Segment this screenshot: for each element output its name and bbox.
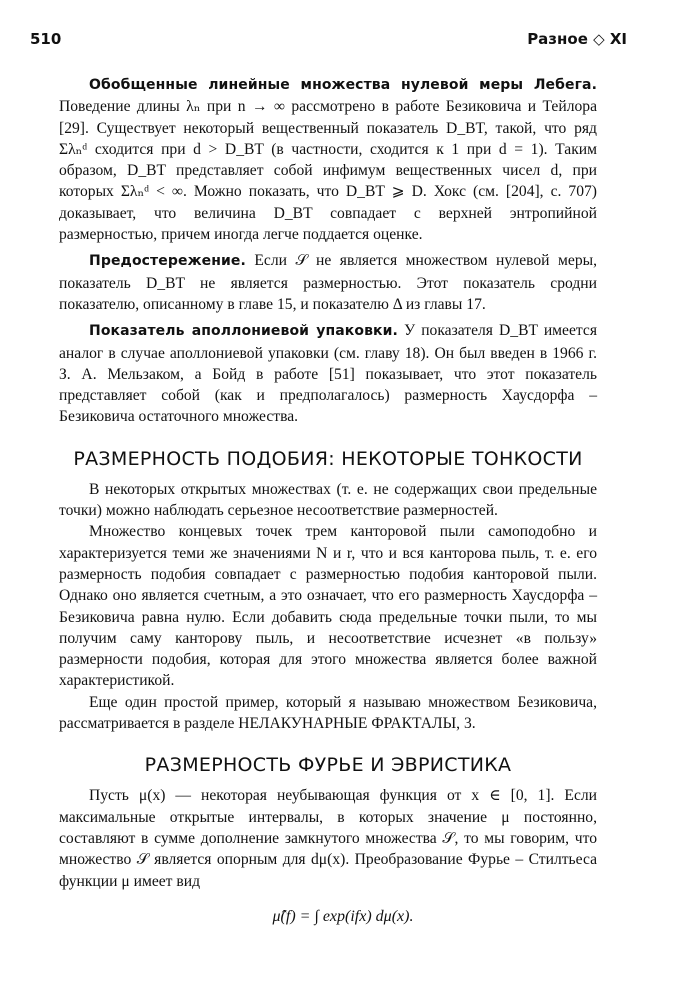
page-body [59,74,597,926]
paragraph-text: Пусть μ(x) — некоторая неубывающая функция от x ∈ [0, 1]. Если максимальные открытые интервалы, в которых значение μ постоянно, составляют в сумме дополнение замкнутого множества 𝒮, то мы говорим, что множество 𝒮 является опорным для dμ(x). Преобразование Фурье – Стилтьеса функции μ имеет вид [59,787,597,890]
runin-heading: Предостережение. [89,253,246,270]
paragraph-text: В некоторых открытых множествах (т. е. не содержащих свои предельные точки) можно наблюдать серьезное несоответствие размерностей. [59,480,597,520]
paragraph-text: У показателя D_BT имеется аналог в случае аполлониевой упаковки (см. главу 18). Он был введен в 1966 г. З. А. Мельзаком, а Бойд в работе [51] показывает, что этот показатель представляет собой (как и предполагалось) размерность Хаусдорфа – Безиковича остаточного множества. [59,322,597,426]
page-number: 510 [30,30,62,48]
paragraph-text: Множество концевых точек трем канторовой пыли самоподобно и характеризуется теми же значениями N и r, что и вся канторова пыль, т. е. его размерность подобия совпадает с размерностью подобия канторовой пыли. Однако оно является счетным, а это означает, что его размерность Хаусдорфа – Безиковича равна нулю. Если добавить сюда предельные точки пыли, то мы получим саму канторову пыль, и несоответствие исчезнет «в пользу» размерности подобия, которая для этого множества является более важной характеристикой. [59,523,597,690]
runin-heading: Показатель аполлониевой упаковки. [89,323,398,340]
paragraph-text: Еще один простой пример, который я называю множеством Безиковича, рассматривается в разделе НЕЛАКУНАРНЫЕ ФРАКТАЛЫ, 3. [59,693,597,733]
section-heading-similarity: РАЗМЕРНОСТЬ ПОДОБИЯ: НЕКОТОРЫЕ ТОНКОСТИ [73,447,583,470]
paragraph-warning [59,250,597,315]
paragraph-apollonian [59,320,597,427]
running-title: Разное ◇ XI [527,30,627,48]
runin-heading: Обобщенные линейные множества нулевой меры Лебега. [89,77,597,93]
paragraph-text: Если 𝒮 не является множеством нулевой меры, показатель D_BT не является размерностью. Этот показатель сродни показателю, описанному в главе 15, и показателю Δ из главы 17. [59,252,597,313]
fourier-stieltjes-formula: μ̂(f) = ∫ exp(ifx) dμ(x). [272,907,414,925]
paragraph-lebesgue [59,74,597,245]
section-heading-fourier: РАЗМЕРНОСТЬ ФУРЬЕ И ЭВРИСТИКА [144,754,512,777]
paragraph-text: Поведение длины λₙ при n → ∞ рассмотрено в работе Безиковича и Тейлора [29]. Существует некоторый вещественный показатель D_BT, такой, что ряд Σλₙᵈ сходится при d > D_BT (в частности, сходится к 1 при d = 1). Таким образом, D_BT представляет собой инфимум вещественных чисел d, при которых Σλₙᵈ < ∞. Можно показать, что D_BT ⩾ D. Хокс (см. [204], с. 707) доказывает, что величина D_BT совпадает с верхней энтропийной размерностью, причем иногда легче поддается оценке. [59,98,597,244]
